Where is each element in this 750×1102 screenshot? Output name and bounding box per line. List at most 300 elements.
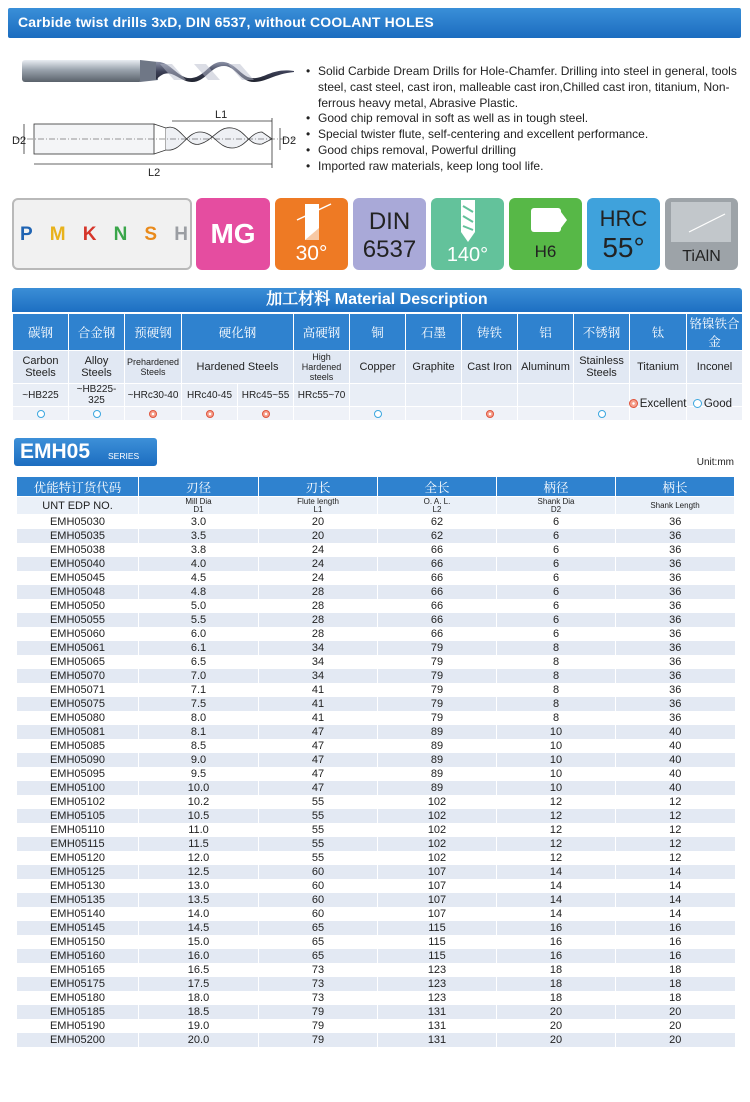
good-icon [693,399,702,408]
value-cell: 79 [378,641,497,655]
value-cell: 55 [259,809,378,823]
material-rating [294,407,350,421]
value-cell: 36 [616,641,735,655]
edp-cell: EMH05115 [17,837,139,851]
material-hardness: ~HB225 [13,384,69,407]
value-cell: 16 [616,935,735,949]
label-d2-left: D2 [12,135,27,147]
subheader-bottom: D2 [550,504,562,514]
value-cell: 16 [616,921,735,935]
table-row [17,809,735,823]
material-hardness: HRc40-45 [182,384,238,407]
value-cell: 79 [378,655,497,669]
value-cell: 19.0 [139,1019,259,1033]
value-cell: 40 [616,781,735,795]
value-cell: 6 [497,515,616,530]
material-rating [125,407,182,421]
tolerance-text: H6 [534,242,557,261]
iso-letter-k: K [82,224,97,245]
value-cell: 102 [378,851,497,865]
table-row [17,655,735,669]
value-cell: 47 [259,767,378,781]
title-bar [8,8,741,38]
series-tag: SERIES [108,451,140,461]
value-cell: 6 [497,557,616,571]
material-cn: 高硬钢 [294,314,350,351]
value-cell: 14 [497,865,616,879]
value-cell: 24 [259,557,378,571]
table-row [17,739,735,753]
value-cell: 6 [497,613,616,627]
value-cell: 66 [378,571,497,585]
din-badge [353,198,426,270]
value-cell: 65 [259,935,378,949]
value-cell: 10 [497,753,616,767]
edp-cell: EMH05045 [17,571,139,585]
value-cell: 107 [378,907,497,921]
subheader-top: UNT EDP NO. [42,499,113,512]
value-cell: 73 [259,977,378,991]
edp-cell: EMH05102 [17,795,139,809]
value-cell: 10 [497,767,616,781]
edp-cell: EMH05130 [17,879,139,893]
value-cell: 20 [616,1033,735,1047]
table-row [17,529,735,543]
drill-photo [22,60,294,82]
value-cell: 6 [497,543,616,557]
edp-cell: EMH05055 [17,613,139,627]
value-cell: 131 [378,1019,497,1033]
value-cell: 11.5 [139,837,259,851]
grade-badge [196,198,270,270]
din-line2: 6537 [362,236,417,263]
material-hardness [518,384,574,407]
value-cell: 65 [259,921,378,935]
value-cell: 8 [497,697,616,711]
tolerance-badge [509,198,582,270]
value-cell: 7.1 [139,683,259,697]
value-cell: 36 [616,711,735,725]
table-row [17,795,735,809]
value-cell: 3.0 [139,515,259,530]
material-legend [629,398,732,410]
label-l2: L2 [148,167,161,179]
iso-letter-n: N [113,224,128,245]
excellent-icon [629,399,638,408]
value-cell: 40 [616,725,735,739]
feature-item: • Solid Carbide Dream Drills for Hole-Chamfer. Drilling into steel in general, tools steel, cast steel, cast iron, malleable cast iron,Chilled cast iron, titanium, Non-ferrous heavy metal, Abrasive Plastic. [306,64,746,111]
value-cell: 6 [497,599,616,613]
edp-cell: EMH05125 [17,865,139,879]
material-title: 加工材料 Material Description [12,288,742,312]
edp-cell: EMH05165 [17,963,139,977]
table-row [17,949,735,963]
table-row [17,585,735,599]
value-cell: 36 [616,529,735,543]
table-row [17,697,735,711]
value-cell: 36 [616,627,735,641]
value-cell: 115 [378,921,497,935]
material-cn: 铝 [518,314,574,351]
value-cell: 36 [616,655,735,669]
value-cell: 12 [497,837,616,851]
value-cell: 28 [259,585,378,599]
value-cell: 12 [616,837,735,851]
subheader-bottom: L2 [432,504,442,514]
value-cell: 79 [378,683,497,697]
value-cell: 14 [616,907,735,921]
value-cell: 8 [497,641,616,655]
edp-cell: EMH05135 [17,893,139,907]
material-cn: 不锈钢 [574,314,630,351]
value-cell: 4.0 [139,557,259,571]
value-cell: 6 [497,627,616,641]
value-cell: 3.5 [139,529,259,543]
value-cell: 14 [616,879,735,893]
value-cell: 89 [378,753,497,767]
material-hardness: HRc55~70 [294,384,350,407]
material-cn: 铜 [350,314,406,351]
edp-cell: EMH05120 [17,851,139,865]
value-cell: 34 [259,669,378,683]
value-cell: 16 [497,921,616,935]
value-cell: 79 [378,711,497,725]
column-subheader [616,497,735,515]
material-en: Stainless Steels [574,351,630,384]
table-row [17,725,735,739]
value-cell: 12 [497,795,616,809]
table-row [17,935,735,949]
value-cell: 16.0 [139,949,259,963]
badge-row [12,198,742,272]
material-en: Prehardened Steels [125,351,182,384]
value-cell: 3.8 [139,543,259,557]
edp-cell: EMH05110 [17,823,139,837]
edp-cell: EMH05080 [17,711,139,725]
table-row [17,1019,735,1033]
subheader-bottom: L1 [313,504,323,514]
excellent-icon [262,410,270,418]
material-en: Alloy Steels [69,351,125,384]
value-cell: 20 [259,515,378,530]
table-row [17,837,735,851]
table-row [17,879,735,893]
value-cell: 11.0 [139,823,259,837]
subheader-top: O. A. L. [423,496,451,506]
value-cell: 79 [259,1005,378,1019]
edp-cell: EMH05030 [17,515,139,530]
column-subheader [259,497,378,515]
material-en: Titanium [630,351,687,384]
value-cell: 36 [616,669,735,683]
value-cell: 8 [497,669,616,683]
value-cell: 18 [616,991,735,1005]
iso-letter-p: P [20,224,33,245]
table-row [17,515,735,530]
value-cell: 40 [616,753,735,767]
point-angle-text: 30° [295,242,328,265]
hrc-badge [587,198,660,270]
value-cell: 24 [259,543,378,557]
value-cell: 6 [497,571,616,585]
table-row [17,851,735,865]
value-cell: 20 [259,529,378,543]
value-cell: 36 [616,683,735,697]
table-row [17,557,735,571]
value-cell: 15.0 [139,935,259,949]
subheader-bottom: D1 [193,504,204,514]
hrc-line2: 55° [602,232,645,263]
edp-cell: EMH05160 [17,949,139,963]
value-cell: 36 [616,557,735,571]
value-cell: 89 [378,725,497,739]
label-l1: L1 [215,109,228,121]
subheader-top: Shank Length [650,500,700,510]
material-row [13,314,743,351]
table-row [17,767,735,781]
label-d2-right: D2 [282,135,297,147]
material-hardness [574,384,630,407]
table-row [17,977,735,991]
edp-cell: EMH05100 [17,781,139,795]
excellent-icon [149,410,157,418]
value-cell: 66 [378,627,497,641]
coating-text: TiAlN [682,248,721,265]
subheader-top: Flute length [297,496,339,506]
table-row [17,921,735,935]
value-cell: 47 [259,753,378,767]
value-cell: 55 [259,823,378,837]
value-cell: 36 [616,571,735,585]
value-cell: 41 [259,697,378,711]
value-cell: 34 [259,641,378,655]
value-cell: 79 [259,1033,378,1047]
material-rating [69,407,125,421]
value-cell: 47 [259,725,378,739]
edp-cell: EMH05050 [17,599,139,613]
value-cell: 66 [378,599,497,613]
material-hardness [462,384,518,407]
value-cell: 13.5 [139,893,259,907]
value-cell: 4.5 [139,571,259,585]
edp-cell: EMH05145 [17,921,139,935]
column-header: 柄径 [497,477,616,497]
drill-illustration [10,52,300,182]
table-row [17,893,735,907]
table-row [17,571,735,585]
value-cell: 65 [259,949,378,963]
material-rating [518,407,574,421]
drill-drawing [16,118,297,168]
edp-cell: EMH05040 [17,557,139,571]
table-row [17,963,735,977]
iso-letter-s: S [144,224,158,245]
value-cell: 10.5 [139,809,259,823]
material-en: Cast Iron [462,351,518,384]
value-cell: 36 [616,515,735,530]
material-cn: 石墨 [406,314,462,351]
value-cell: 107 [378,879,497,893]
value-cell: 16 [616,949,735,963]
legend-good: Good [703,398,732,410]
value-cell: 8.1 [139,725,259,739]
edp-cell: EMH05071 [17,683,139,697]
feature-item: • Special twister flute, self-centering and excellent performance. [306,127,746,143]
table-row [17,599,735,613]
material-rating [462,407,518,421]
edp-cell: EMH05150 [17,935,139,949]
column-subheader [497,497,616,515]
good-icon [374,410,382,418]
value-cell: 89 [378,767,497,781]
value-cell: 10.2 [139,795,259,809]
value-cell: 62 [378,515,497,530]
material-cn: 铬镍铁合金 [687,314,743,351]
value-cell: 20 [497,1019,616,1033]
value-cell: 28 [259,599,378,613]
material-cn: 钛 [630,314,687,351]
grade-text: MG [210,218,256,249]
table-row [17,781,735,795]
material-cn: 硬化钢 [182,314,294,351]
value-cell: 18 [497,963,616,977]
edp-cell: EMH05038 [17,543,139,557]
value-cell: 89 [378,781,497,795]
material-en: Graphite [406,351,462,384]
material-cn: 碳钢 [13,314,69,351]
table-row [17,907,735,921]
iso-material-badge [12,198,192,270]
value-cell: 4.8 [139,585,259,599]
edp-cell: EMH05061 [17,641,139,655]
tip-angle-badge [431,198,504,270]
edp-cell: EMH05105 [17,809,139,823]
value-cell: 36 [616,585,735,599]
edp-cell: EMH05070 [17,669,139,683]
value-cell: 107 [378,893,497,907]
value-cell: 16.5 [139,963,259,977]
value-cell: 66 [378,557,497,571]
value-cell: 60 [259,893,378,907]
excellent-icon [206,410,214,418]
table-row [17,613,735,627]
value-cell: 123 [378,991,497,1005]
value-cell: 107 [378,865,497,879]
iso-letter-m: M [49,224,66,245]
value-cell: 18 [616,963,735,977]
value-cell: 55 [259,851,378,865]
value-cell: 73 [259,991,378,1005]
material-en: Hardened Steels [182,351,294,384]
material-rating [574,407,630,421]
value-cell: 79 [378,697,497,711]
value-cell: 28 [259,613,378,627]
material-en: Inconel [687,351,743,384]
edp-cell: EMH05060 [17,627,139,641]
value-cell: 14 [616,865,735,879]
good-icon [37,410,45,418]
table-row [17,753,735,767]
column-subheader [378,497,497,515]
value-cell: 102 [378,809,497,823]
value-cell: 9.0 [139,753,259,767]
value-cell: 102 [378,795,497,809]
value-cell: 16 [497,935,616,949]
table-row [17,683,735,697]
value-cell: 12 [616,823,735,837]
table-row [17,865,735,879]
value-cell: 12 [616,851,735,865]
value-cell: 8 [497,711,616,725]
value-cell: 34 [259,655,378,669]
value-cell: 10 [497,739,616,753]
edp-cell: EMH05180 [17,991,139,1005]
value-cell: 123 [378,977,497,991]
value-cell: 14 [497,893,616,907]
value-cell: 36 [616,543,735,557]
material-en: Aluminum [518,351,574,384]
value-cell: 66 [378,543,497,557]
edp-cell: EMH05175 [17,977,139,991]
series-header [14,438,157,466]
good-icon [93,410,101,418]
table-row [17,641,735,655]
value-cell: 12 [616,809,735,823]
material-row [13,351,743,384]
value-cell: 73 [259,963,378,977]
value-cell: 9.5 [139,767,259,781]
series-name: EMH05 [20,440,91,463]
edp-cell: EMH05065 [17,655,139,669]
value-cell: 20 [497,1033,616,1047]
value-cell: 7.0 [139,669,259,683]
unit-label: Unit:mm [696,457,734,468]
subheader-top: Mill Dia [185,496,212,506]
coating-badge [665,198,738,270]
value-cell: 89 [378,739,497,753]
material-cn: 铸铁 [462,314,518,351]
value-cell: 36 [616,697,735,711]
edp-cell: EMH05190 [17,1019,139,1033]
legend-excellent: Excellent [639,398,687,410]
subheader-top: Shank Dia [537,496,575,506]
value-cell: 40 [616,767,735,781]
material-rating [350,407,406,421]
value-cell: 5.0 [139,599,259,613]
edp-cell: EMH05185 [17,1005,139,1019]
value-cell: 47 [259,781,378,795]
table-row [17,1033,735,1047]
column-subheader [139,497,259,515]
edp-cell: EMH05095 [17,767,139,781]
value-cell: 102 [378,823,497,837]
value-cell: 55 [259,795,378,809]
column-header: 优能特订货代码 [17,477,139,497]
value-cell: 62 [378,529,497,543]
value-cell: 60 [259,865,378,879]
hrc-line1: HRC [599,206,648,231]
spec-table [16,476,735,1047]
value-cell: 47 [259,739,378,753]
value-cell: 60 [259,907,378,921]
value-cell: 131 [378,1033,497,1047]
din-line1: DIN [368,208,411,235]
value-cell: 13.0 [139,879,259,893]
value-cell: 5.5 [139,613,259,627]
value-cell: 14 [616,893,735,907]
value-cell: 102 [378,837,497,851]
table-row [17,823,735,837]
